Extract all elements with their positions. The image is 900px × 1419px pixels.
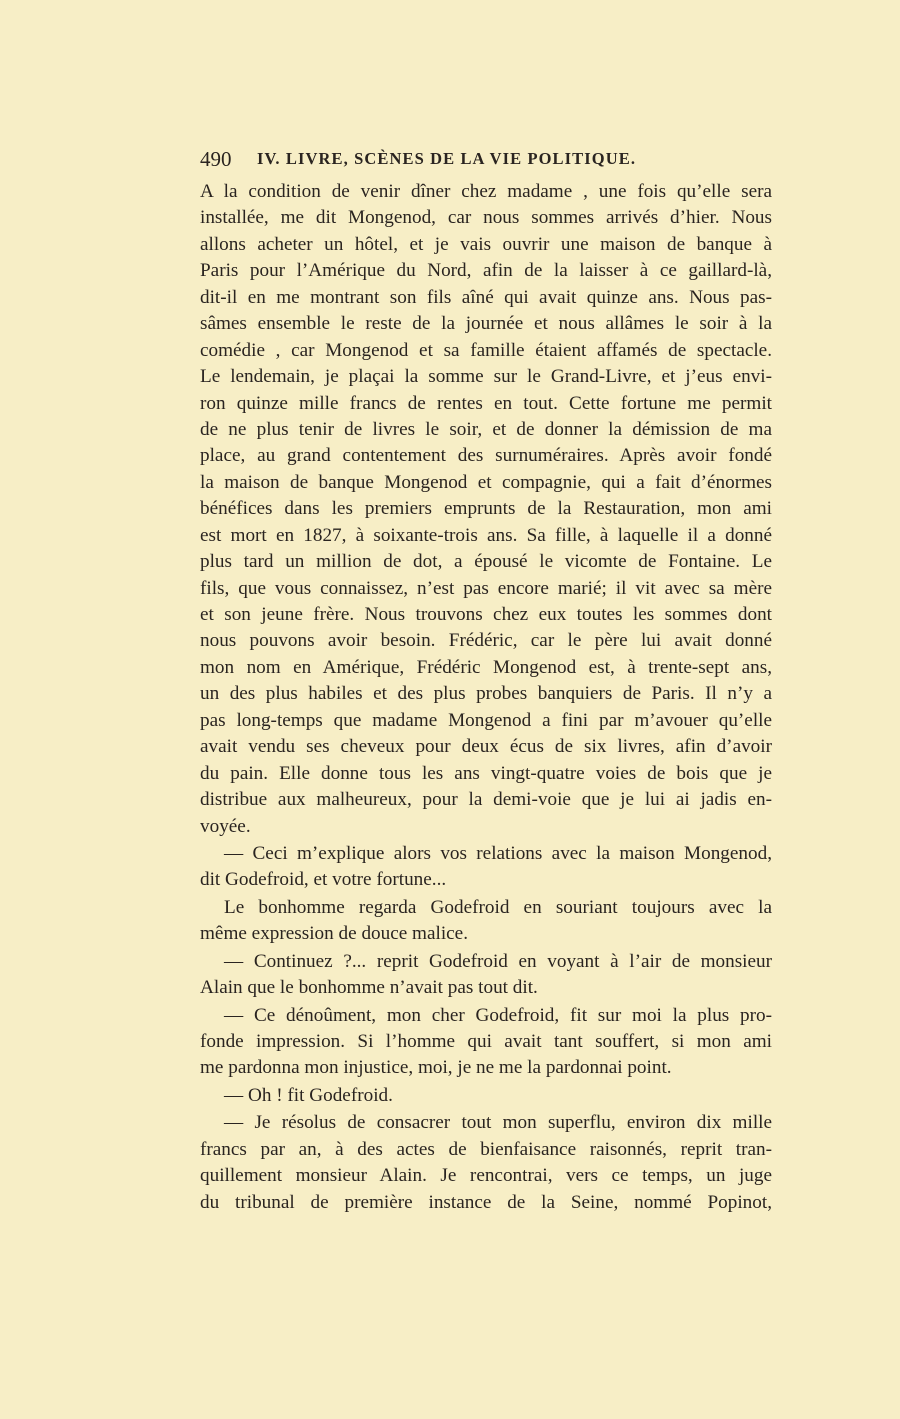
text-line: voyée. [200, 815, 251, 837]
text-line: la maison de banque Mongenod et compagnie, qui a fait d’énormes [200, 471, 772, 493]
text-line: Le lendemain, je plaçai la somme sur le Grand-Livre, et j’eus envi- [200, 366, 772, 388]
text-line: quillement monsieur Alain. Je rencontrai, vers ce temps, un juge [200, 1165, 772, 1187]
running-title: IV. LIVRE, SCÈNES DE LA VIE POLITIQUE. [257, 149, 637, 168]
text-line: — Je résolus de consacrer tout mon superflu, environ dix mille [224, 1112, 772, 1134]
text-line: un des plus habiles et des plus probes banquiers de Paris. Il n’y a [200, 683, 772, 705]
text-line: — Continuez ?... reprit Godefroid en voyant à l’air de monsieur [224, 950, 772, 972]
text-line: sâmes ensemble le reste de la journée et nous allâmes le soir à la [200, 313, 772, 335]
text-line: dit-il en me montrant son fils aîné qui avait quinze ans. Nous pas- [200, 286, 772, 308]
text-line: fils, que vous connaissez, n’est pas encore marié; il vit avec sa mère [200, 577, 772, 599]
text-line: est mort en 1827, à soixante-trois ans. Sa fille, à laquelle il a donné [200, 524, 772, 546]
text-line: avait vendu ses cheveux pour deux écus de six livres, afin d’avoir [200, 736, 772, 758]
text-line: place, au grand contentement des surnuméraires. Après avoir fondé [200, 445, 772, 467]
text-line: bénéfices dans les premiers emprunts de la Restauration, mon ami [200, 498, 772, 520]
text-line: — Ceci m’explique alors vos relations avec la maison Mongenod, [224, 842, 772, 864]
text-line: me pardonna mon injustice, moi, je ne me la pardonnai point. [200, 1057, 672, 1079]
text-line: A la condition de venir dîner chez madame , une fois qu’elle sera [200, 181, 772, 202]
text-line: ron quinze mille francs de rentes en tout. Cette fortune me permit [200, 392, 772, 414]
text-line: Le bonhomme regarda Godefroid en souriant toujours avec la [224, 896, 772, 918]
text-line: allons acheter un hôtel, et je vais ouvrir une maison de banque à [200, 233, 772, 255]
text-line: plus tard un million de dot, a épousé le vicomte de Fontaine. Le [200, 551, 772, 573]
text-line: comédie , car Mongenod et sa famille étaient affamés de spectacle. [200, 339, 772, 361]
text-line: — Oh ! fit Godefroid. [224, 1084, 393, 1106]
text-line: même expression de douce malice. [200, 923, 468, 945]
text-line: installée, me dit Mongenod, car nous sommes arrivés d’hier. Nous [200, 207, 772, 229]
running-header [200, 147, 690, 173]
text-line: Alain que le bonhomme n’avait pas tout dit. [200, 977, 538, 999]
text-line: du tribunal de première instance de la Seine, nommé Popinot, [200, 1191, 772, 1213]
text-line: Paris pour l’Amérique du Nord, afin de la laisser à ce gaillard-là, [200, 260, 772, 282]
text-line: — Ce dénoûment, mon cher Godefroid, fit sur moi la plus pro- [224, 1004, 772, 1026]
body-text [200, 179, 772, 1216]
text-line: du pain. Elle donne tous les ans vingt-quatre voies de bois que je [200, 762, 772, 784]
text-line: de ne plus tenir de livres le soir, et de donner la démission de ma [200, 418, 772, 440]
text-line: distribue aux malheureux, pour la demi-voie que je lui ai jadis en- [200, 789, 772, 811]
text-line: et son jeune frère. Nous trouvons chez eux toutes les sommes dont [200, 604, 772, 625]
text-line: pas long-temps que madame Mongenod a fini par m’avouer qu’elle [200, 709, 772, 731]
text-line: fonde impression. Si l’homme qui avait tant souffert, si mon ami [200, 1031, 772, 1052]
text-line: francs par an, à des actes de bienfaisance raisonnés, reprit tran- [200, 1138, 772, 1160]
text-line: mon nom en Amérique, Frédéric Mongenod est, à trente-sept ans, [200, 656, 772, 678]
text-line: dit Godefroid, et votre fortune... [200, 869, 447, 891]
page-number: 490 [200, 147, 232, 171]
text-line: nous pouvons avoir besoin. Frédéric, car le père lui avait donné [200, 630, 772, 652]
